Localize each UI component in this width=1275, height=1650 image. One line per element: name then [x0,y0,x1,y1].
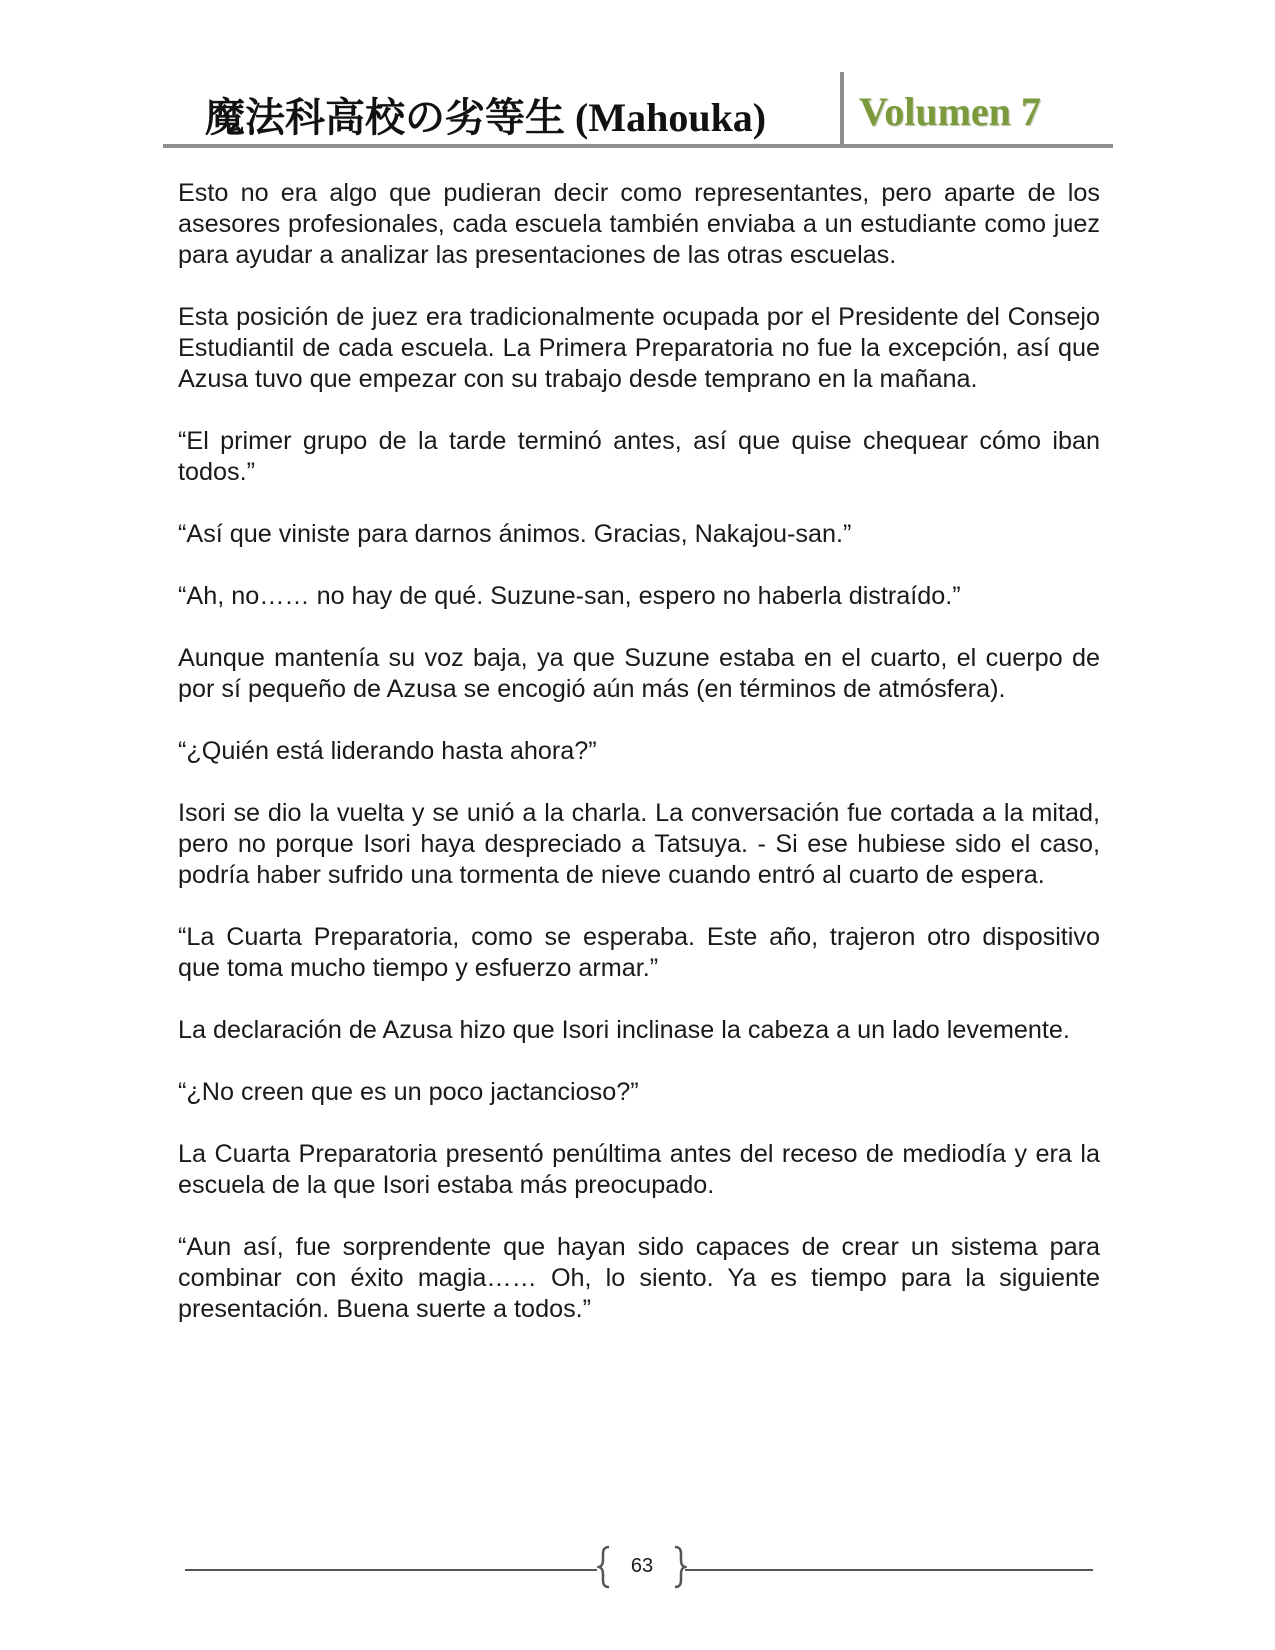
page-header [163,72,1113,148]
header-rule [163,144,1113,148]
paragraph: Esta posición de juez era tradicionalmente ocupada por el Presidente del Consejo Estudiantil de cada escuela. La Primera Preparatoria no fue la excepción, así que Azusa tuvo que empezar con su trabajo desde temprano en la mañana. [178,303,1100,393]
paragraph: “¿No creen que es un poco jactancioso?” [178,1078,639,1106]
page-footer [185,1545,1093,1595]
paragraph: Aunque mantenía su voz baja, ya que Suzune estaba en el cuarto, el cuerpo de por sí pequeño de Azusa se encogió aún más (en términos de atmósfera). [178,644,1100,703]
paragraph: “Ah, no…… no hay de qué. Suzune-san, espero no haberla distraído.” [178,582,961,610]
paragraph: “La Cuarta Preparatoria, como se esperaba. Este año, trajeron otro dispositivo que toma mucho tiempo y esfuerzo armar.” [178,923,1100,982]
right-bracket-icon [673,1545,687,1589]
paragraph: “Así que viniste para darnos ánimos. Gracias, Nakajou-san.” [178,520,852,548]
paragraph: Esto no era algo que pudieran decir como representantes, pero aparte de los asesores profesionales, cada escuela también enviaba a un estudiante como juez para ayudar a analizar las presentaciones de las otras escuelas. [178,179,1100,269]
paragraph: La declaración de Azusa hizo que Isori inclinase la cabeza a un lado levemente. [178,1016,1070,1044]
page-body [178,178,1100,1356]
paragraph: “Aun así, fue sorprendente que hayan sido capaces de crear un sistema para combinar con éxito magia…… Oh, lo siento. Ya es tiempo para la siguiente presentación. Buena suerte a todos.” [178,1233,1100,1323]
paragraph: “¿Quién está liderando hasta ahora?” [178,737,597,765]
left-bracket-icon [597,1545,611,1589]
header-divider [840,72,844,146]
book-title: 魔法科高校の劣等生 (Mahouka) [205,95,767,140]
page-number: 63 [630,1555,654,1577]
footer-rule-right [685,1569,1093,1571]
paragraph: “El primer grupo de la tarde terminó antes, así que quise chequear cómo iban todos.” [178,427,1100,486]
paragraph: Isori se dio la vuelta y se unió a la charla. La conversación fue cortada a la mitad, pero no porque Isori haya despreciado a Tatsuya. - Si ese hubiese sido el caso, podría haber sufrido una tormenta de nieve cuando entró al cuarto de espera. [178,799,1100,889]
paragraph: La Cuarta Preparatoria presentó penúltima antes del receso de mediodía y era la escuela de la que Isori estaba más preocupado. [178,1140,1100,1199]
footer-rule-left [185,1569,597,1571]
volume-label: Volumen 7 [859,89,1041,134]
